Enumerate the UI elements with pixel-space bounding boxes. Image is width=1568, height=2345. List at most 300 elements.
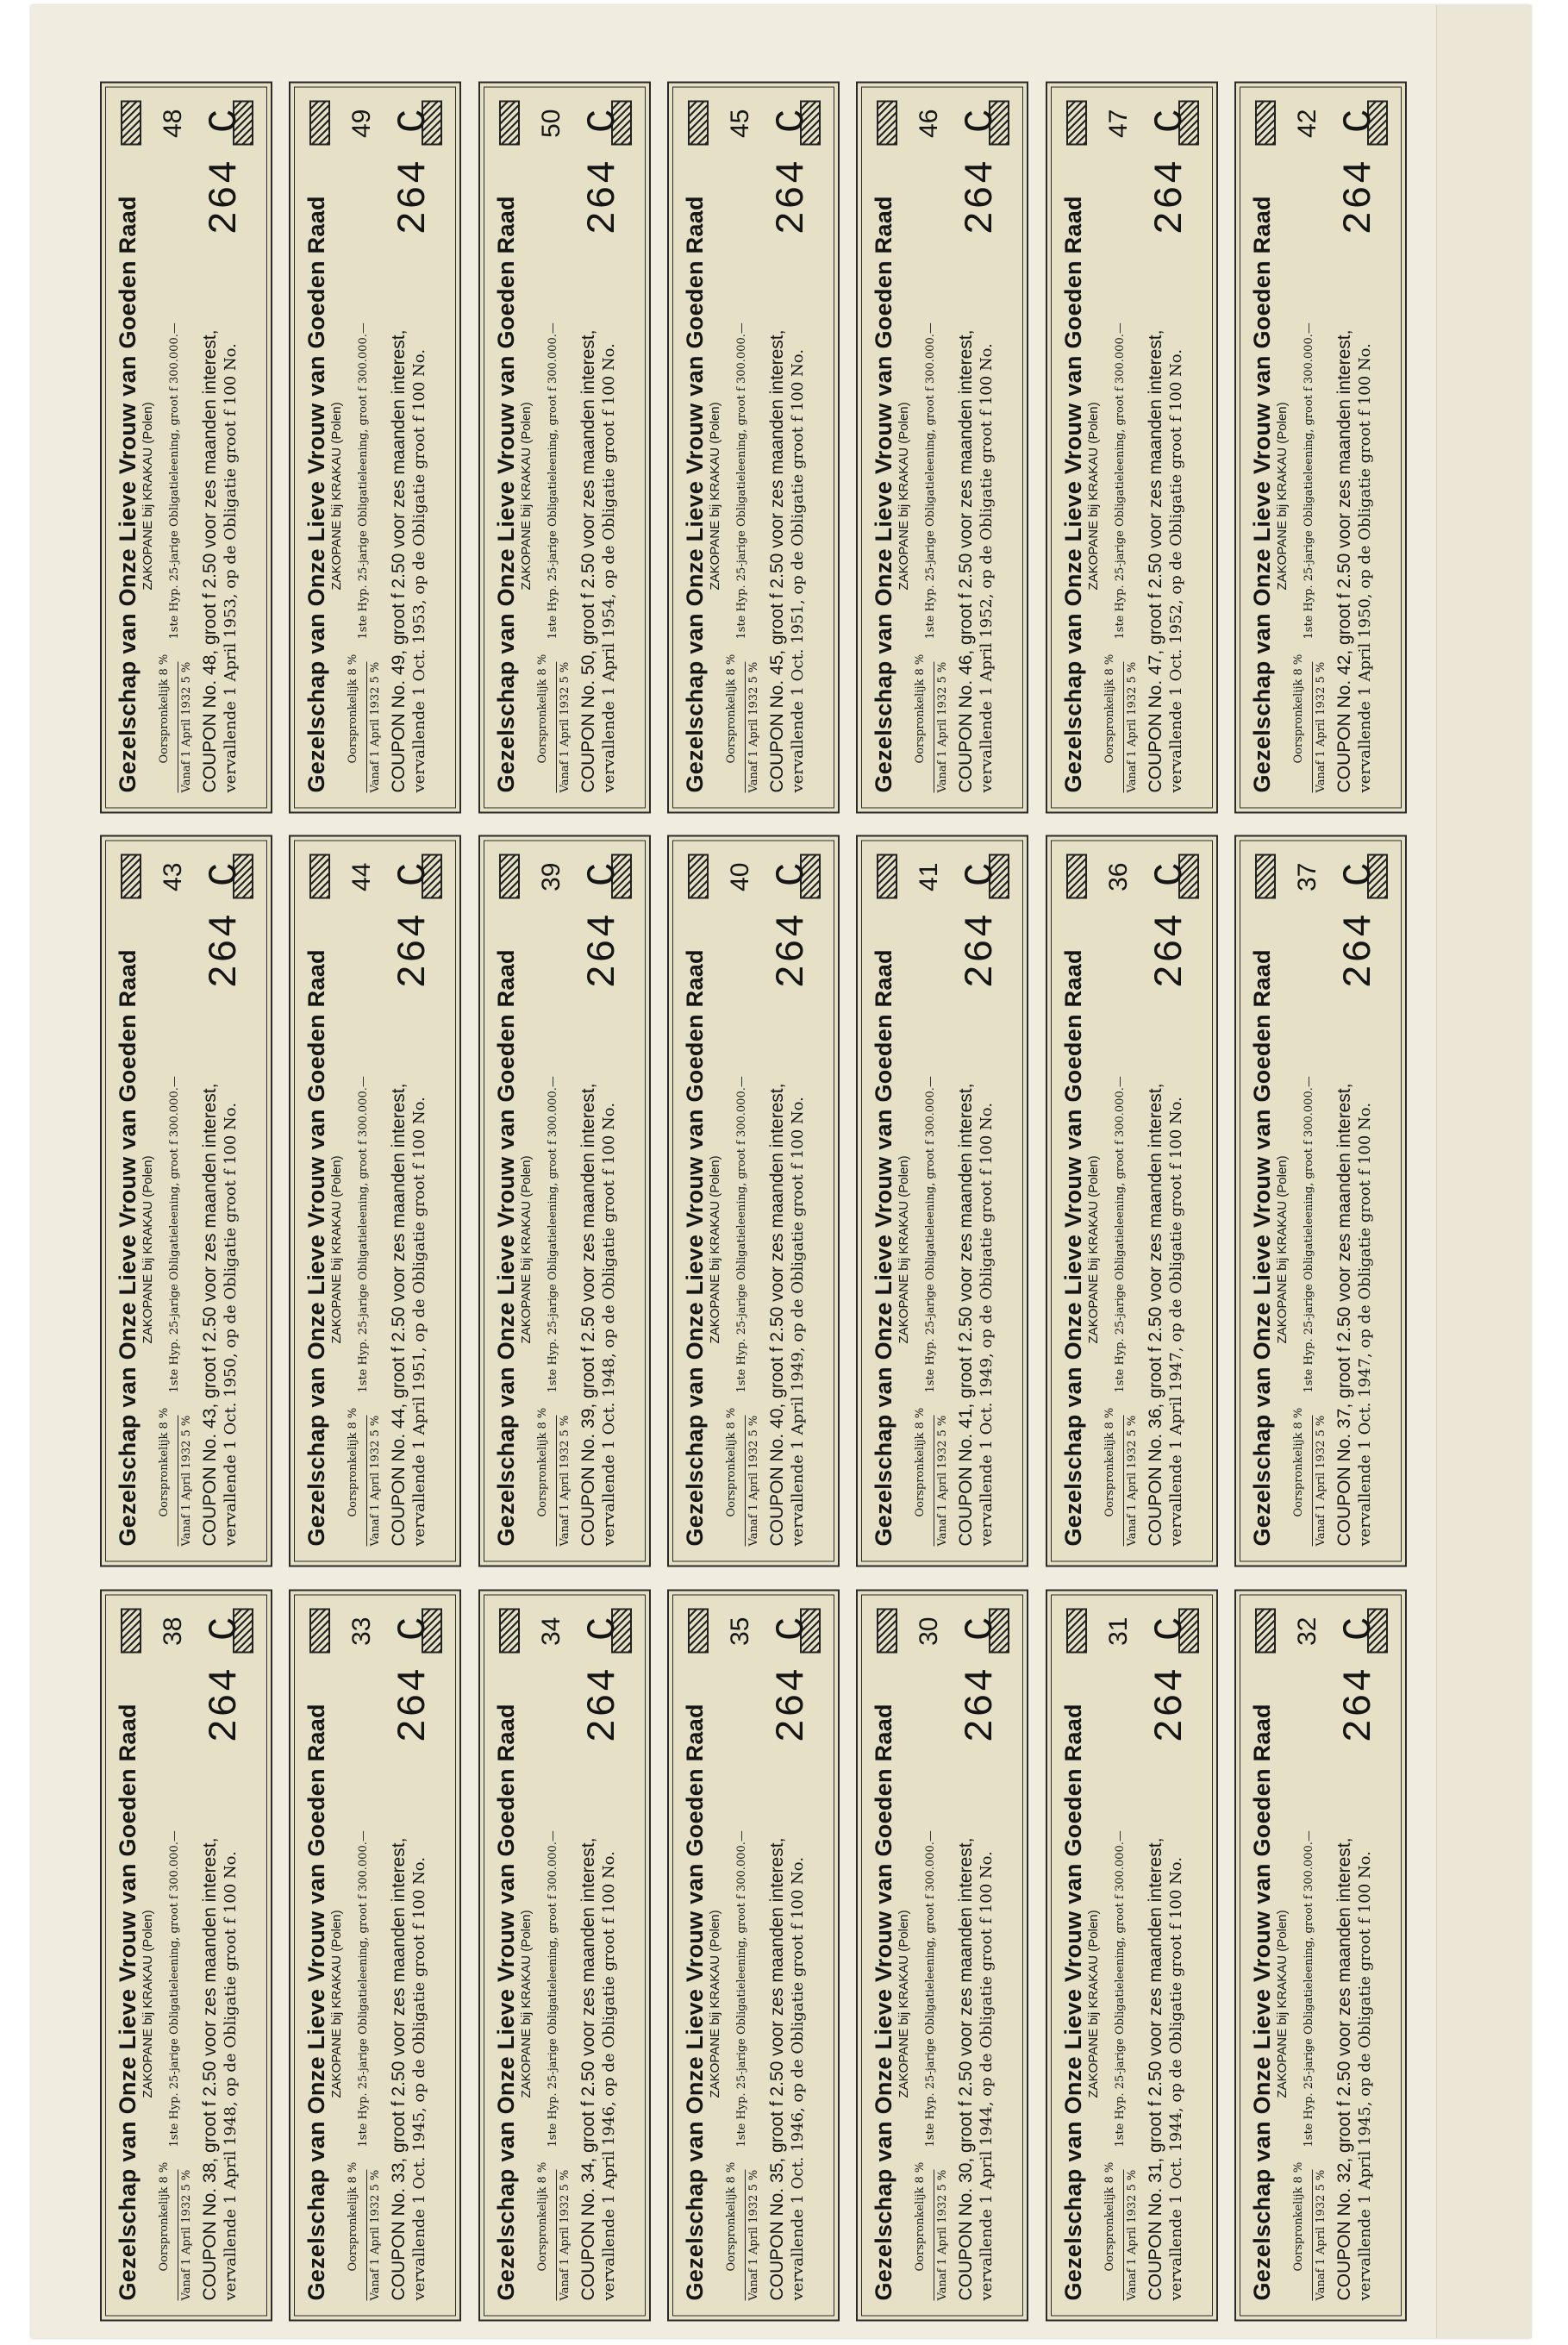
ornament-top-icon [499,854,520,899]
bond-serial: 264 C [1147,860,1193,990]
bond-phrase: op de Obligatie groot f 100 No. [221,1103,240,1349]
bond-serial: 264 C [391,860,437,990]
bond-phrase: op de Obligatie groot f 100 No. [1356,1850,1375,2097]
reduced-rate: Vanaf 1 April 1932 5 % [1123,662,1139,793]
amount-phrase: groot f 2.50 voor zes maanden interest, [389,1837,409,2153]
original-rate: Oorspronkelijk 8 % [157,1408,171,1517]
coupon-grid [102,81,1405,2322]
reduced-rate: Vanaf 1 April 1932 5 % [745,2170,760,2301]
reduced-rate: Vanaf 1 April 1932 5 % [178,1416,193,1547]
location-text: ZAKOPANE bij KRAKAU (Polen) [140,1910,155,2098]
loan-description: 1ste Hyp. 25-jarige Obligatieleening, groot f 300.000.— [546,1829,559,2148]
loan-terms [914,99,952,793]
due-date: vervallende 1 April 1947, [1166,1347,1185,1547]
coupon-label: COUPON No. 39, [578,1404,598,1547]
coupon-number: 42 [1293,109,1322,139]
amount-phrase: groot f 2.50 voor zes maanden interest, [199,1837,220,2153]
amount-phrase: groot f 2.50 voor zes maanden interest, [956,329,977,646]
bond-phrase: op de Obligatie groot f 100 No. [1166,1097,1185,1343]
bond-phrase: op de Obligatie groot f 100 No. [221,1850,240,2097]
amount-phrase: groot f 2.50 voor zes maanden interest, [389,329,409,646]
coupon-label: COUPON No. 34, [578,2157,598,2301]
ornament-top-icon [499,101,520,146]
coupon-cell [102,1589,270,2322]
ornament-top-icon [1255,101,1276,146]
ornament-top-icon [1066,854,1087,899]
coupon-number: 50 [536,109,565,139]
amount-phrase: groot f 2.50 voor zes maanden interest, [199,1084,220,1399]
reduced-rate: Vanaf 1 April 1932 5 % [366,1416,382,1547]
company-title: Gezelschap van Onze Lieve Vrouw van Goeden Raad [1249,196,1276,793]
bond-serial: 264 C [1337,860,1383,990]
company-title: Gezelschap van Onze Lieve Vrouw van Goeden Raad [114,949,141,1547]
bond-serial: 264 C [1337,1615,1383,1743]
location-text: ZAKOPANE bij KRAKAU (Polen) [518,402,534,591]
coupon [478,835,651,1567]
original-rate: Oorspronkelijk 8 % [1292,1408,1306,1517]
due-date: vervallende 1 Oct. 1950, [221,1353,240,1547]
coupon [1046,1589,1218,2321]
bond-phrase: op de Obligatie groot f 100 No. [599,1103,618,1349]
due-date: vervallende 1 April 1945, [1356,2101,1375,2301]
coupon-number: 34 [536,1616,565,1646]
bond-serial: 264 C [202,1615,247,1743]
loan-terms [536,1606,574,2300]
ornament-top-icon [877,101,897,146]
reduced-rate: Vanaf 1 April 1932 5 % [1123,1416,1139,1547]
coupon-number: 39 [536,862,565,892]
coupon-number: 46 [915,109,944,139]
company-title: Gezelschap van Onze Lieve Vrouw van Goeden Raad [1059,196,1086,793]
coupon-cell [290,1589,459,2322]
original-rate: Oorspronkelijk 8 % [914,1408,928,1517]
location-text: ZAKOPANE bij KRAKAU (Polen) [1085,402,1101,591]
bond-phrase: op de Obligatie groot f 100 No. [1166,1856,1185,2103]
original-rate: Oorspronkelijk 8 % [914,653,928,764]
reduced-rate: Vanaf 1 April 1932 5 % [556,662,572,793]
coupon-label: COUPON No. 50, [578,649,598,793]
coupon [100,835,272,1567]
reduced-rate: Vanaf 1 April 1932 5 % [745,1416,760,1547]
loan-description: 1ste Hyp. 25-jarige Obligatieleening, groot f 300.000.— [546,1076,559,1393]
original-rate: Oorspronkelijk 8 % [1103,653,1116,764]
coupon [289,1589,461,2321]
bond-phrase: op de Obligatie groot f 100 No. [410,1097,429,1343]
company-title: Gezelschap van Onze Lieve Vrouw van Goeden Raad [1249,1703,1276,2301]
coupon-cell [669,835,837,1567]
coupon-sheet [31,5,1531,2338]
coupon-cell [480,835,648,1567]
original-rate: Oorspronkelijk 8 % [535,1408,549,1517]
company-title: Gezelschap van Onze Lieve Vrouw van Goeden Raad [492,949,519,1547]
loan-terms [347,853,384,1547]
coupon-number: 41 [915,862,944,892]
original-rate: Oorspronkelijk 8 % [914,2161,928,2272]
coupon [856,82,1028,814]
coupon-label: COUPON No. 46, [956,649,977,793]
due-date: vervallende 1 April 1948, [221,2101,240,2301]
loan-terms [914,853,952,1547]
reduced-rate: Vanaf 1 April 1932 5 % [1312,2170,1327,2301]
coupon-label: COUPON No. 43, [199,1404,220,1547]
due-date: vervallende 1 April 1953, [221,593,240,793]
original-rate: Oorspronkelijk 8 % [724,2161,738,2272]
loan-description: 1ste Hyp. 25-jarige Obligatieleening, groot f 300.000.— [1113,322,1127,640]
original-rate: Oorspronkelijk 8 % [1292,653,1306,764]
loan-terms [347,99,384,793]
bond-serial: 264 C [1337,107,1383,235]
original-rate: Oorspronkelijk 8 % [724,1408,738,1517]
bond-phrase: op de Obligatie groot f 100 No. [788,1097,807,1343]
company-title: Gezelschap van Onze Lieve Vrouw van Goeden Raad [1249,949,1276,1547]
bond-serial: 264 C [202,860,247,990]
loan-terms [1292,1606,1330,2300]
amount-phrase: groot f 2.50 voor zes maanden interest, [1145,1084,1165,1399]
due-date: vervallende 1 Oct. 1949, [978,1353,996,1547]
loan-description: 1ste Hyp. 25-jarige Obligatieleening, groot f 300.000.— [924,1076,938,1393]
loan-terms [1103,1606,1141,2300]
coupon [478,82,651,814]
bond-phrase: op de Obligatie groot f 100 No. [788,1856,807,2103]
bond-serial: 264 C [769,1615,815,1743]
coupon-label: COUPON No. 33, [389,2157,409,2301]
due-date: vervallende 1 April 1949, [788,1347,807,1547]
due-date: vervallende 1 Oct. 1953, [410,599,429,793]
loan-description: 1ste Hyp. 25-jarige Obligatieleening, groot f 300.000.— [734,1829,748,2148]
coupon [1046,82,1218,814]
coupon-cell [1237,81,1405,814]
bond-serial: 264 C [1147,1615,1193,1743]
original-rate: Oorspronkelijk 8 % [535,2161,549,2272]
ornament-top-icon [309,1608,330,1653]
bond-serial: 264 C [959,860,1004,990]
due-date: vervallende 1 Oct. 1948, [599,1353,618,1547]
coupon-label: COUPON No. 35, [766,2157,787,2301]
company-title: Gezelschap van Onze Lieve Vrouw van Goeden Raad [1059,949,1086,1547]
original-rate: Oorspronkelijk 8 % [347,1408,360,1517]
ornament-top-icon [1255,1608,1276,1653]
amount-phrase: groot f 2.50 voor zes maanden interest, [578,1084,598,1399]
coupon-label: COUPON No. 45, [766,649,787,793]
original-rate: Oorspronkelijk 8 % [347,653,360,764]
location-text: ZAKOPANE bij KRAKAU (Polen) [707,402,722,591]
ornament-top-icon [121,1608,141,1653]
coupon-number: 49 [347,109,377,139]
amount-phrase: groot f 2.50 voor zes maanden interest, [1334,329,1355,646]
coupon [1046,835,1218,1567]
amount-phrase: groot f 2.50 voor zes maanden interest, [1334,1084,1355,1399]
location-text: ZAKOPANE bij KRAKAU (Polen) [518,1910,534,2098]
bond-serial: 264 C [959,1615,1004,1743]
loan-description: 1ste Hyp. 25-jarige Obligatieleening, groot f 300.000.— [734,1076,748,1393]
ornament-top-icon [1255,854,1276,899]
loan-description: 1ste Hyp. 25-jarige Obligatieleening, groot f 300.000.— [167,322,181,640]
coupon-label: COUPON No. 32, [1334,2157,1355,2301]
location-text: ZAKOPANE bij KRAKAU (Polen) [896,402,912,591]
company-title: Gezelschap van Onze Lieve Vrouw van Goeden Raad [114,196,141,793]
loan-terms [725,1606,763,2300]
coupon-cell [1237,835,1405,1567]
location-text: ZAKOPANE bij KRAKAU (Polen) [1275,1155,1290,1344]
due-date: vervallende 1 Oct. 1947, [1356,1353,1375,1547]
coupon-label: COUPON No. 48, [199,649,220,793]
coupon-cell [1047,81,1215,814]
coupon-number: 48 [158,109,187,139]
ornament-top-icon [688,854,709,899]
bond-phrase: op de Obligatie groot f 100 No. [599,1850,618,2097]
coupon-number: 36 [1103,862,1133,892]
coupon-cell [290,835,459,1567]
original-rate: Oorspronkelijk 8 % [347,2161,360,2272]
location-text: ZAKOPANE bij KRAKAU (Polen) [896,1910,912,2098]
coupon [1234,835,1407,1567]
loan-description: 1ste Hyp. 25-jarige Obligatieleening, groot f 300.000.— [734,322,748,640]
loan-description: 1ste Hyp. 25-jarige Obligatieleening, groot f 300.000.— [1113,1076,1127,1393]
ornament-top-icon [499,1608,520,1653]
coupon-label: COUPON No. 31, [1145,2157,1165,2301]
due-date: vervallende 1 April 1952, [978,593,996,793]
loan-terms [158,853,196,1547]
coupon-label: COUPON No. 44, [389,1404,409,1547]
coupon-label: COUPON No. 37, [1334,1404,1355,1547]
bond-phrase: op de Obligatie groot f 100 No. [978,1103,996,1349]
coupon [478,1589,651,2321]
original-rate: Oorspronkelijk 8 % [1292,2161,1306,2272]
company-title: Gezelschap van Onze Lieve Vrouw van Goeden Raad [681,949,708,1547]
bond-phrase: op de Obligatie groot f 100 No. [1356,1103,1375,1349]
bond-phrase: op de Obligatie groot f 100 No. [1166,349,1185,595]
coupon-number: 35 [725,1616,754,1646]
loan-description: 1ste Hyp. 25-jarige Obligatieleening, groot f 300.000.— [1303,1829,1316,2148]
location-text: ZAKOPANE bij KRAKAU (Polen) [329,402,345,591]
amount-phrase: groot f 2.50 voor zes maanden interest, [1334,1837,1355,2153]
due-date: vervallende 1 Oct. 1946, [788,2107,807,2301]
coupon [100,1589,272,2321]
due-date: vervallende 1 April 1946, [599,2101,618,2301]
coupon-number: 32 [1293,1616,1322,1646]
company-title: Gezelschap van Onze Lieve Vrouw van Goeden Raad [303,949,330,1547]
loan-terms [725,99,763,793]
coupon-number: 40 [725,862,754,892]
coupon [667,82,840,814]
coupon-cell [480,1589,648,2322]
coupon-cell [859,1589,1027,2322]
reduced-rate: Vanaf 1 April 1932 5 % [178,662,193,793]
coupon [289,82,461,814]
amount-phrase: groot f 2.50 voor zes maanden interest, [766,1837,787,2153]
company-title: Gezelschap van Onze Lieve Vrouw van Goeden Raad [492,1703,519,2301]
coupon-label: COUPON No. 30, [956,2157,977,2301]
amount-phrase: groot f 2.50 voor zes maanden interest, [1145,1837,1165,2153]
coupon-label: COUPON No. 47, [1145,649,1165,793]
reduced-rate: Vanaf 1 April 1932 5 % [934,1416,949,1547]
ornament-top-icon [688,101,709,146]
loan-description: 1ste Hyp. 25-jarige Obligatieleening, groot f 300.000.— [546,322,559,640]
coupon-cell [1237,1589,1405,2322]
location-text: ZAKOPANE bij KRAKAU (Polen) [140,1155,155,1344]
coupon-cell [669,81,837,814]
loan-description: 1ste Hyp. 25-jarige Obligatieleening, groot f 300.000.— [1303,322,1316,640]
due-date: vervallende 1 Oct. 1951, [788,599,807,793]
coupon-label: COUPON No. 41, [956,1404,977,1547]
ornament-top-icon [1066,101,1087,146]
original-rate: Oorspronkelijk 8 % [724,653,738,764]
coupon-cell [480,81,648,814]
coupon-cell [102,81,270,814]
bond-serial: 264 C [391,107,437,235]
loan-terms [1103,99,1141,793]
coupon-cell [290,81,459,814]
ornament-top-icon [877,1608,897,1653]
reduced-rate: Vanaf 1 April 1932 5 % [556,1416,572,1547]
due-date: vervallende 1 Oct. 1952, [1166,599,1185,793]
original-rate: Oorspronkelijk 8 % [1103,1408,1116,1517]
loan-description: 1ste Hyp. 25-jarige Obligatieleening, groot f 300.000.— [357,322,371,640]
bond-serial: 264 C [580,1615,626,1743]
coupon-number: 33 [347,1616,377,1646]
ornament-top-icon [309,101,330,146]
ornament-top-icon [121,101,141,146]
location-text: ZAKOPANE bij KRAKAU (Polen) [1275,402,1290,591]
loan-terms [158,99,196,793]
amount-phrase: groot f 2.50 voor zes maanden interest, [389,1084,409,1399]
coupon [1234,82,1407,814]
coupon-label: COUPON No. 38, [199,2157,220,2301]
loan-description: 1ste Hyp. 25-jarige Obligatieleening, groot f 300.000.— [167,1829,181,2148]
bond-serial: 264 C [1147,107,1193,235]
amount-phrase: groot f 2.50 voor zes maanden interest, [199,329,220,646]
loan-terms [1292,853,1330,1547]
coupon-number: 44 [347,862,377,892]
company-title: Gezelschap van Onze Lieve Vrouw van Goeden Raad [1059,1703,1086,2301]
coupon-number: 31 [1103,1616,1133,1646]
amount-phrase: groot f 2.50 voor zes maanden interest, [766,1084,787,1399]
original-rate: Oorspronkelijk 8 % [1103,2161,1116,2272]
loan-description: 1ste Hyp. 25-jarige Obligatieleening, groot f 300.000.— [357,1076,371,1393]
reduced-rate: Vanaf 1 April 1932 5 % [1312,1416,1327,1547]
location-text: ZAKOPANE bij KRAKAU (Polen) [1085,1155,1101,1344]
due-date: vervallende 1 Oct. 1945, [410,2107,429,2301]
reduced-rate: Vanaf 1 April 1932 5 % [556,2170,572,2301]
location-text: ZAKOPANE bij KRAKAU (Polen) [707,1910,722,2098]
coupon [856,835,1028,1567]
amount-phrase: groot f 2.50 voor zes maanden interest, [1145,329,1165,646]
original-rate: Oorspronkelijk 8 % [157,2161,171,2272]
reduced-rate: Vanaf 1 April 1932 5 % [934,662,949,793]
coupon-label: COUPON No. 49, [389,649,409,793]
bond-phrase: op de Obligatie groot f 100 No. [978,1850,996,2097]
company-title: Gezelschap van Onze Lieve Vrouw van Goeden Raad [681,196,708,793]
due-date: vervallende 1 April 1950, [1356,593,1375,793]
amount-phrase: groot f 2.50 voor zes maanden interest, [956,1837,977,2153]
coupon [1234,1589,1407,2321]
coupon-number: 43 [158,862,187,892]
coupon-cell [859,835,1027,1567]
bond-phrase: op de Obligatie groot f 100 No. [1356,343,1375,589]
bond-serial: 264 C [959,107,1004,235]
reduced-rate: Vanaf 1 April 1932 5 % [745,662,760,793]
company-title: Gezelschap van Onze Lieve Vrouw van Goeden Raad [114,1703,141,2301]
due-date: vervallende 1 April 1944, [978,2101,996,2301]
reduced-rate: Vanaf 1 April 1932 5 % [1123,2170,1139,2301]
company-title: Gezelschap van Onze Lieve Vrouw van Goeden Raad [492,196,519,793]
loan-terms [347,1606,384,2300]
bond-phrase: op de Obligatie groot f 100 No. [978,343,996,589]
location-text: ZAKOPANE bij KRAKAU (Polen) [518,1155,534,1344]
original-rate: Oorspronkelijk 8 % [535,653,549,764]
sheet-fold-edge [1436,5,1532,2338]
coupon-cell [1047,835,1215,1567]
due-date: vervallende 1 April 1951, [410,1347,429,1547]
amount-phrase: groot f 2.50 voor zes maanden interest, [578,329,598,646]
reduced-rate: Vanaf 1 April 1932 5 % [934,2170,949,2301]
coupon-number: 30 [915,1616,944,1646]
due-date: vervallende 1 April 1954, [599,593,618,793]
loan-terms [536,853,574,1547]
loan-terms [158,1606,196,2300]
coupon-cell [1047,1589,1215,2322]
coupon-number: 45 [725,109,754,139]
company-title: Gezelschap van Onze Lieve Vrouw van Goeden Raad [681,1703,708,2301]
location-text: ZAKOPANE bij KRAKAU (Polen) [896,1155,912,1344]
due-date: vervallende 1 Oct. 1944, [1166,2107,1185,2301]
location-text: ZAKOPANE bij KRAKAU (Polen) [1275,1910,1290,2098]
location-text: ZAKOPANE bij KRAKAU (Polen) [329,1910,345,2098]
loan-terms [1103,853,1141,1547]
bond-phrase: op de Obligatie groot f 100 No. [221,343,240,589]
coupon-number: 47 [1103,109,1133,139]
loan-terms [914,1606,952,2300]
bond-phrase: op de Obligatie groot f 100 No. [599,343,618,589]
coupon [856,1589,1028,2321]
loan-description: 1ste Hyp. 25-jarige Obligatieleening, groot f 300.000.— [167,1076,181,1393]
coupon-number: 38 [158,1616,187,1646]
company-title: Gezelschap van Onze Lieve Vrouw van Goeden Raad [871,196,897,793]
loan-terms [536,99,574,793]
coupon [100,82,272,814]
reduced-rate: Vanaf 1 April 1932 5 % [1312,662,1327,793]
coupon-label: COUPON No. 36, [1145,1404,1165,1547]
bond-serial: 264 C [769,107,815,235]
location-text: ZAKOPANE bij KRAKAU (Polen) [329,1155,345,1344]
coupon-label: COUPON No. 42, [1334,649,1355,793]
location-text: ZAKOPANE bij KRAKAU (Polen) [707,1155,722,1344]
coupon-cell [859,81,1027,814]
bond-serial: 264 C [202,107,247,235]
ornament-top-icon [877,854,897,899]
location-text: ZAKOPANE bij KRAKAU (Polen) [1085,1910,1101,2098]
coupon [667,835,840,1567]
original-rate: Oorspronkelijk 8 % [157,653,171,764]
reduced-rate: Vanaf 1 April 1932 5 % [178,2170,193,2301]
loan-description: 1ste Hyp. 25-jarige Obligatieleening, groot f 300.000.— [924,1829,938,2148]
company-title: Gezelschap van Onze Lieve Vrouw van Goeden Raad [871,1703,897,2301]
bond-serial: 264 C [769,860,815,990]
ornament-top-icon [309,854,330,899]
bond-phrase: op de Obligatie groot f 100 No. [410,349,429,595]
ornament-top-icon [121,854,141,899]
company-title: Gezelschap van Onze Lieve Vrouw van Goeden Raad [871,949,897,1547]
coupon-label: COUPON No. 40, [766,1404,787,1547]
bond-serial: 264 C [391,1615,437,1743]
company-title: Gezelschap van Onze Lieve Vrouw van Goeden Raad [303,196,330,793]
loan-description: 1ste Hyp. 25-jarige Obligatieleening, groot f 300.000.— [357,1829,371,2148]
bond-phrase: op de Obligatie groot f 100 No. [788,349,807,595]
reduced-rate: Vanaf 1 April 1932 5 % [366,2170,382,2301]
ornament-top-icon [688,1608,709,1653]
bond-phrase: op de Obligatie groot f 100 No. [410,1856,429,2103]
loan-terms [725,853,763,1547]
